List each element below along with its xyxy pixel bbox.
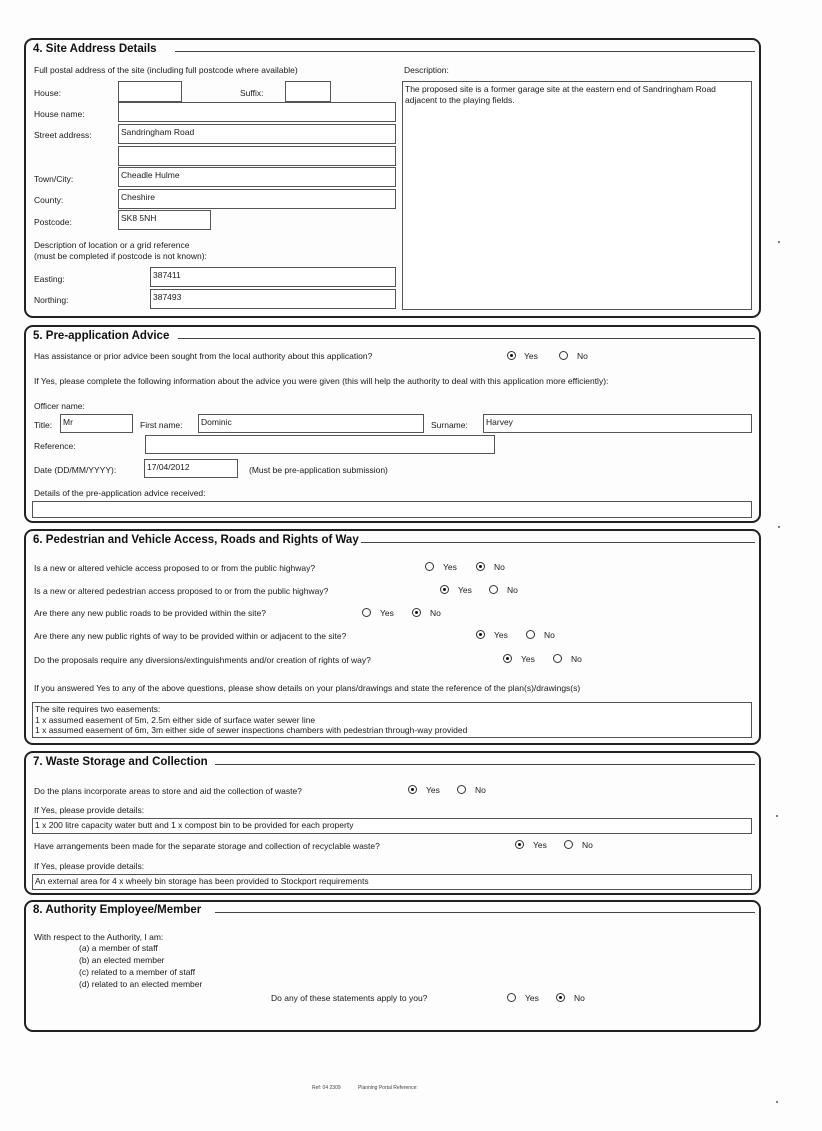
date-note: (Must be pre-application submission)	[249, 465, 388, 475]
suffix-label: Suffix:	[240, 88, 264, 98]
rights-of-way-question: Are there any new public rights of way to be provided within or adjacent to the site?	[34, 631, 347, 641]
pedestrian-access-yes-label: Yes	[458, 585, 472, 595]
pre-app-yes-label: Yes	[524, 351, 538, 361]
scan-speck	[778, 526, 780, 528]
access-details-field[interactable]	[32, 702, 752, 738]
public-roads-yes-label: Yes	[380, 608, 394, 618]
grid-description-1: Description of location or a grid reference	[34, 240, 190, 250]
recycling-details-label: If Yes, please provide details:	[34, 861, 145, 871]
waste-details-field[interactable]: 1 x 200 litre capacity water butt and 1 x compost bin to be provided for each property	[32, 818, 752, 834]
title-divider	[215, 764, 755, 765]
authority-no-label: No	[574, 993, 585, 1003]
house-field[interactable]	[118, 81, 182, 102]
waste-details-label: If Yes, please provide details:	[34, 805, 145, 815]
rights-of-way-yes-label: Yes	[494, 630, 508, 640]
town-label: Town/City:	[34, 174, 74, 184]
address-intro: Full postal address of the site (including full postcode where available)	[34, 65, 298, 75]
pre-app-info: If Yes, please complete the following information about the advice you were given (this will help the authority to deal with this application more efficiently):	[34, 376, 609, 386]
title-divider	[215, 912, 755, 913]
pedestrian-access-question: Is a new or altered pedestrian access proposed to or from the public highway?	[34, 586, 329, 596]
authority-question: Do any of these statements apply to you?	[271, 993, 428, 1003]
pedestrian-access-no-radio[interactable]	[489, 585, 498, 594]
pre-app-no-label: No	[577, 351, 588, 361]
public-roads-yes-radio[interactable]	[362, 608, 371, 617]
footer-ref: Ref: 04 2309	[312, 1085, 341, 1091]
authority-yes-label: Yes	[525, 993, 539, 1003]
rights-of-way-yes-radio[interactable]	[476, 630, 485, 639]
authority-item: (a) a member of staff	[79, 943, 158, 953]
advice-details-field[interactable]	[32, 501, 752, 518]
diversions-question: Do the proposals require any diversions/extinguishments and/or creation of rights of way?	[34, 655, 371, 665]
diversions-no-label: No	[571, 654, 582, 664]
section-title: 6. Pedestrian and Vehicle Access, Roads and Rights of Way	[33, 534, 359, 546]
easting-field[interactable]: 387411	[150, 267, 396, 287]
title-divider	[175, 51, 755, 52]
scan-speck	[776, 815, 778, 817]
vehicle-access-no-radio[interactable]	[476, 562, 485, 571]
recycling-yes-label: Yes	[533, 840, 547, 850]
title-divider	[178, 338, 755, 339]
date-label: Date (DD/MM/YYYY):	[34, 465, 117, 475]
street-field-2[interactable]	[118, 146, 396, 166]
authority-item: (b) an elected member	[79, 955, 165, 965]
surname-field[interactable]: Harvey	[483, 414, 752, 433]
waste-storage-question: Do the plans incorporate areas to store and aid the collection of waste?	[34, 786, 302, 796]
vehicle-access-yes-label: Yes	[443, 562, 457, 572]
advice-details-label: Details of the pre-application advice received:	[34, 488, 206, 498]
northing-label: Northing:	[34, 295, 69, 305]
grid-description-2: (must be completed if postcode is not known):	[34, 251, 207, 261]
recycling-question: Have arrangements been made for the separate storage and collection of recyclable waste?	[34, 841, 380, 851]
house-name-label: House name:	[34, 109, 85, 119]
access-details-line: 1 x assumed easement of 5m, 2.5m either side of surface water sewer line	[35, 714, 316, 725]
authority-yes-radio[interactable]	[507, 993, 516, 1002]
town-field[interactable]: Cheadle Hulme	[118, 167, 396, 187]
postcode-field[interactable]: SK8 5NH	[118, 210, 211, 230]
recycling-no-label: No	[582, 840, 593, 850]
street-label: Street address:	[34, 130, 92, 140]
recycling-yes-radio[interactable]	[515, 840, 524, 849]
access-details-line: The site requires two easements:	[35, 704, 161, 714]
section-title: 8. Authority Employee/Member	[33, 904, 202, 916]
northing-field[interactable]: 387493	[150, 289, 396, 309]
pre-app-no-radio[interactable]	[559, 351, 568, 360]
house-name-field[interactable]	[118, 102, 396, 122]
description-field[interactable]: The proposed site is a former garage site at the eastern end of Sandringham Road adjacent to the playing fields.	[402, 81, 752, 310]
pedestrian-access-no-label: No	[507, 585, 518, 595]
title-divider	[361, 542, 755, 543]
waste-storage-yes-radio[interactable]	[408, 785, 417, 794]
rights-of-way-no-label: No	[544, 630, 555, 640]
reference-label: Reference:	[34, 441, 76, 451]
vehicle-access-no-label: No	[494, 562, 505, 572]
street-field[interactable]: Sandringham Road	[118, 124, 396, 144]
vehicle-access-question: Is a new or altered vehicle access proposed to or from the public highway?	[34, 563, 316, 573]
diversions-yes-label: Yes	[521, 654, 535, 664]
waste-storage-yes-label: Yes	[426, 785, 440, 795]
diversions-no-radio[interactable]	[553, 654, 562, 663]
section-authority-employee	[24, 900, 761, 1032]
suffix-field[interactable]	[285, 81, 331, 102]
reference-field[interactable]	[145, 435, 495, 454]
easting-label: Easting:	[34, 274, 65, 284]
county-field[interactable]: Cheshire	[118, 189, 396, 209]
authority-item: (c) related to a member of staff	[79, 967, 196, 977]
pre-app-yes-radio[interactable]	[507, 351, 516, 360]
description-label: Description:	[404, 65, 449, 75]
recycling-details-field[interactable]: An external area for 4 x wheely bin storage has been provided to Stockport requirements	[32, 874, 752, 890]
recycling-no-radio[interactable]	[564, 840, 573, 849]
section-title: 7. Waste Storage and Collection	[33, 756, 208, 768]
public-roads-no-radio[interactable]	[412, 608, 421, 617]
first-name-label: First name:	[140, 420, 183, 430]
house-label: House:	[34, 88, 61, 98]
officer-name-label: Officer name:	[34, 401, 85, 411]
plans-reference-note: If you answered Yes to any of the above questions, please show details on your plans/drawings and state the reference of the plan(s)/drawings(s)	[34, 683, 581, 693]
section-title: 4. Site Address Details	[33, 43, 157, 55]
surname-label: Surname:	[431, 420, 468, 430]
footer-portal-ref: Planning Portal Reference:	[358, 1085, 418, 1091]
rights-of-way-no-radio[interactable]	[526, 630, 535, 639]
first-name-field[interactable]: Dominic	[198, 414, 424, 433]
waste-storage-no-label: No	[475, 785, 486, 795]
authority-intro: With respect to the Authority, I am:	[34, 932, 164, 942]
scan-speck	[776, 1101, 778, 1103]
access-details-line: 1 x assumed easement of 6m, 3m either side of sewer inspections chambers with pedestrian through-way provided	[35, 725, 468, 735]
date-field[interactable]: 17/04/2012	[144, 459, 238, 478]
postcode-label: Postcode:	[34, 217, 72, 227]
public-roads-question: Are there any new public roads to be provided within the site?	[34, 608, 266, 618]
scan-speck	[778, 241, 780, 243]
section-title: 5. Pre-application Advice	[33, 330, 170, 342]
diversions-yes-radio[interactable]	[503, 654, 512, 663]
title-field[interactable]: Mr	[60, 414, 133, 433]
authority-no-radio[interactable]	[556, 993, 565, 1002]
pedestrian-access-yes-radio[interactable]	[440, 585, 449, 594]
pre-app-question: Has assistance or prior advice been sought from the local authority about this application?	[34, 351, 373, 361]
public-roads-no-label: No	[430, 608, 441, 618]
title-label: Title:	[34, 420, 53, 430]
authority-item: (d) related to an elected member	[79, 979, 203, 989]
county-label: County:	[34, 195, 64, 205]
waste-storage-no-radio[interactable]	[457, 785, 466, 794]
vehicle-access-yes-radio[interactable]	[425, 562, 434, 571]
